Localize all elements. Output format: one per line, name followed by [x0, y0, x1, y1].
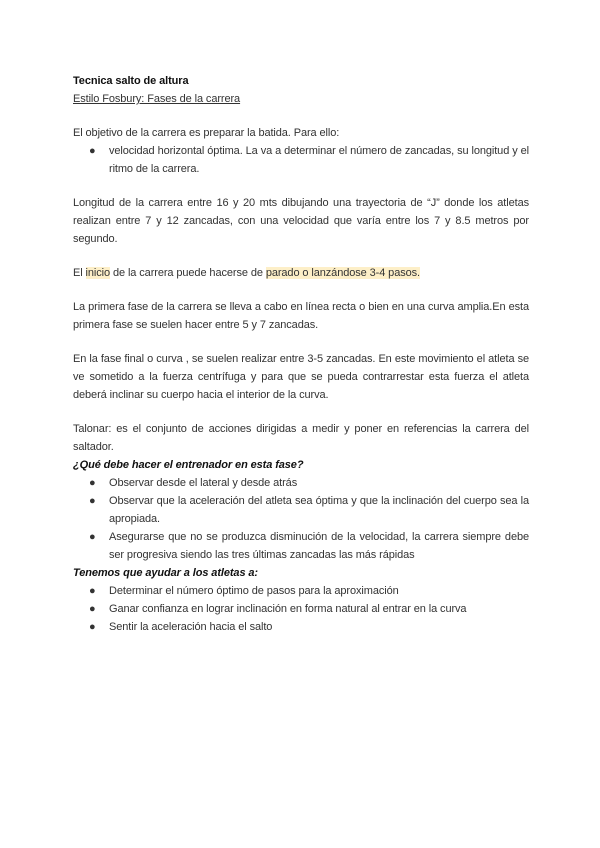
- ayudar-heading: Tenemos que ayudar a los atletas a:: [73, 567, 258, 579]
- inicio-paragraph: [73, 264, 529, 282]
- primera-fase-paragraph: La primera fase de la carrera se lleva a cabo en línea recta o bien en una curva amplia.En esta primera fase se suelen hacer entre 5 y 7 zancadas.: [73, 301, 529, 331]
- list-item: [73, 582, 529, 600]
- entrenador-list: [73, 474, 529, 564]
- bullet-icon: ●: [89, 603, 96, 615]
- document-subtitle: Estilo Fosbury: Fases de la carrera: [73, 93, 241, 105]
- list-item-text: Sentir la aceleración hacia el salto: [109, 621, 273, 633]
- intro-paragraph: El objetivo de la carrera es preparar la batida. Para ello:: [73, 127, 340, 139]
- talonar-paragraph: Talonar: es el conjunto de acciones dirigidas a medir y poner en referencias la carrera del saltador.: [73, 423, 529, 453]
- bullet-icon: ●: [89, 495, 96, 507]
- bullet-icon: ●: [89, 145, 96, 157]
- ayudar-list: [73, 582, 529, 636]
- bullet-icon: ●: [89, 585, 96, 597]
- list-item: [73, 600, 529, 618]
- document-title: Tecnica salto de altura: [73, 75, 189, 87]
- highlight-parado: parado o lanzándose 3-4 pasos.: [265, 267, 420, 279]
- highlight-inicio: inicio: [85, 267, 111, 279]
- list-item: [73, 492, 529, 528]
- list-item-text: Observar que la aceleración del atleta sea óptima y que la inclinación del cuerpo sea la apropiada.: [109, 495, 529, 525]
- list-item: [73, 618, 529, 636]
- fase-final-paragraph: En la fase final o curva , se suelen realizar entre 3-5 zancadas. En este movimiento el atleta se ve sometido a la fuerza centrífuga y para que se pueda contrarrestar esta fuerza el atleta deberá inclinar su cuerpo hacia el interior de la curva.: [73, 353, 529, 401]
- entrenador-question: ¿Qué debe hacer el entrenador en esta fase?: [73, 459, 304, 471]
- list-item-text: Observar desde el lateral y desde atrás: [109, 477, 298, 489]
- list-item-text: Determinar el número óptimo de pasos para la aproximación: [109, 585, 399, 597]
- list-item: [73, 474, 529, 492]
- inicio-text-2: de la carrera puede hacerse de: [110, 267, 266, 279]
- list-item-text: Asegurarse que no se produzca disminución de la velocidad, la carrera siempre debe ser progresiva siendo las tres últimas zancadas las más rápidas: [109, 531, 529, 561]
- bullet-icon: ●: [89, 477, 96, 489]
- list-item: [73, 142, 529, 178]
- intro-list: [73, 142, 529, 178]
- inicio-text-1: El: [73, 267, 86, 279]
- bullet-icon: ●: [89, 531, 96, 543]
- list-item-text: velocidad horizontal óptima. La va a determinar el número de zancadas, su longitud y el ritmo de la carrera.: [109, 145, 529, 175]
- list-item-text: Ganar confianza en lograr inclinación en forma natural al entrar en la curva: [109, 603, 467, 615]
- longitud-paragraph: Longitud de la carrera entre 16 y 20 mts dibujando una trayectoria de “J” donde los atletas realizan entre 7 y 12 zancadas, con una velocidad que varía entre los 7 y 8.5 metros por segundo.: [73, 197, 529, 245]
- document-body: [73, 72, 529, 636]
- list-item: [73, 528, 529, 564]
- bullet-icon: ●: [89, 621, 96, 633]
